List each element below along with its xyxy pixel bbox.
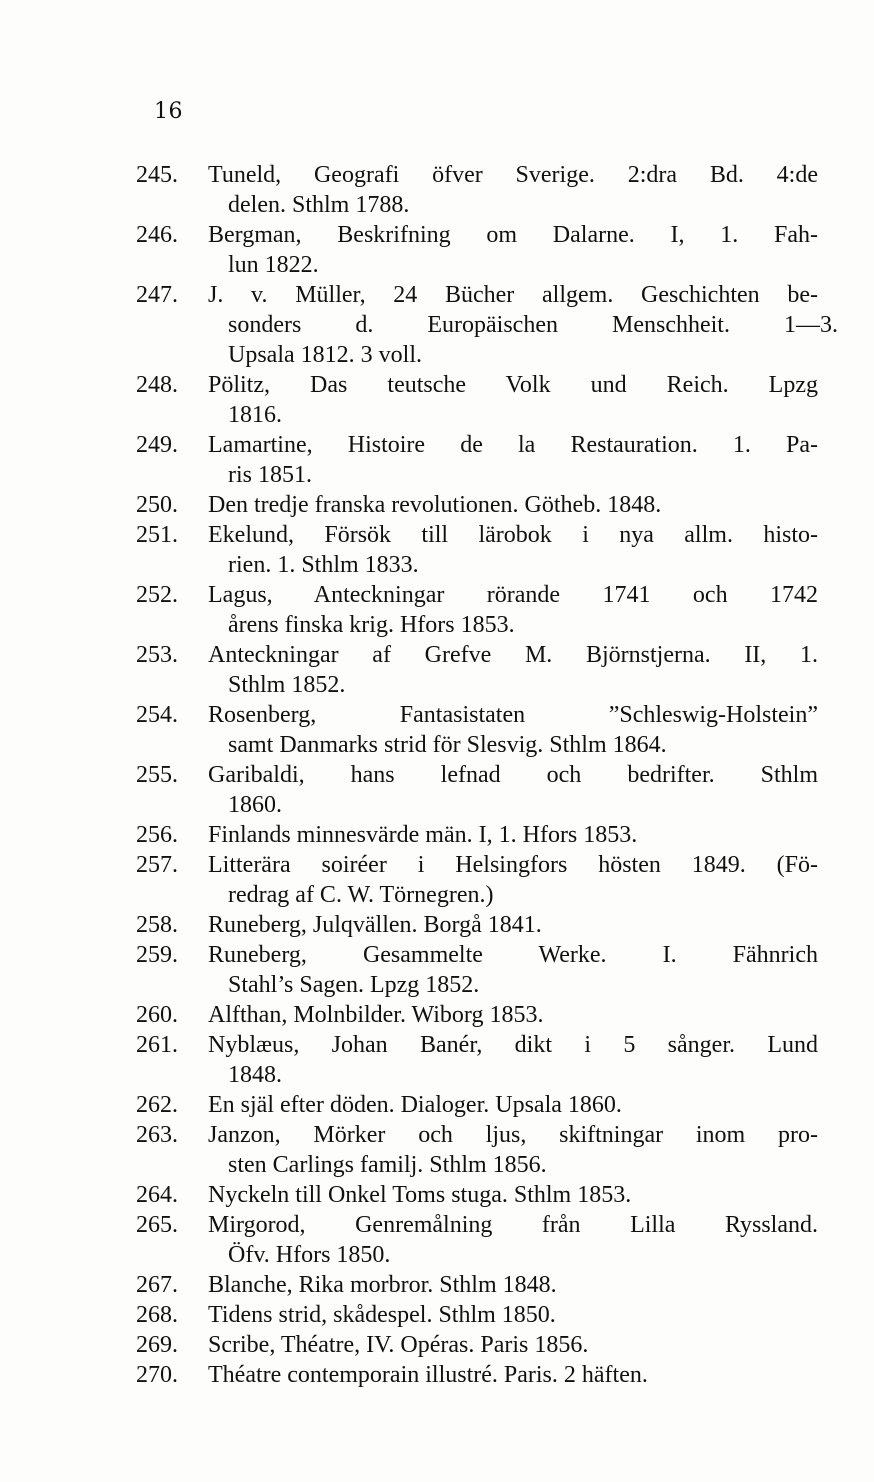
entry-text — [208, 850, 818, 910]
catalogue-entry — [0, 580, 874, 640]
entry-line: Janzon, Mörker och ljus, skiftningar inom pro- — [208, 1122, 818, 1148]
entry-number: 267. — [136, 1272, 178, 1298]
catalogue-entry — [0, 820, 874, 850]
entry-text — [208, 1000, 818, 1030]
catalogue-entry — [0, 1090, 874, 1120]
entry-line: Blanche, Rika morbror. Sthlm 1848. — [208, 1272, 557, 1298]
catalogue-entry — [0, 1030, 874, 1090]
entry-line: 1848. — [228, 1062, 282, 1088]
entry-line: Nyblæus, Johan Banér, dikt i 5 sånger. Lund — [208, 1032, 818, 1058]
entry-line: Litterära soiréer i Helsingfors hösten 1849. (Fö- — [208, 852, 818, 878]
entry-number: 265. — [136, 1212, 178, 1238]
entry-text — [208, 160, 818, 220]
catalogue-entry — [0, 1330, 874, 1360]
entry-line: årens finska krig. Hfors 1853. — [228, 612, 515, 638]
entry-line: sten Carlings familj. Sthlm 1856. — [228, 1152, 547, 1178]
catalogue-entry — [0, 220, 874, 280]
entry-line: ris 1851. — [228, 462, 312, 488]
entry-number: 260. — [136, 1002, 178, 1028]
entry-line: Stahl’s Sagen. Lpzg 1852. — [228, 972, 480, 998]
entry-text — [208, 280, 838, 370]
entry-line: lun 1822. — [228, 252, 319, 278]
entry-line: Upsala 1812. 3 voll. — [228, 342, 422, 368]
entry-line: redrag af C. W. Törnegren.) — [228, 882, 494, 908]
entry-number: 253. — [136, 642, 178, 668]
entry-line: 1816. — [228, 402, 282, 428]
entry-line: J. v. Müller, 24 Bücher allgem. Geschichten be- — [208, 282, 818, 308]
entry-line: rien. 1. Sthlm 1833. — [228, 552, 419, 578]
entry-line: Lamartine, Histoire de la Restauration. 1. Pa- — [208, 432, 818, 458]
catalogue-entry — [0, 160, 874, 220]
catalogue-entry — [0, 490, 874, 520]
catalogue-entry — [0, 430, 874, 490]
entry-text — [208, 940, 818, 1000]
entry-text — [208, 700, 818, 760]
entry-number: 245. — [136, 162, 178, 188]
catalogue-entry — [0, 520, 874, 580]
entry-number: 258. — [136, 912, 178, 938]
entry-number: 249. — [136, 432, 178, 458]
entry-line: Alfthan, Molnbilder. Wiborg 1853. — [208, 1002, 544, 1028]
entry-line: Garibaldi, hans lefnad och bedrifter. Sthlm — [208, 762, 818, 788]
entry-number: 262. — [136, 1092, 178, 1118]
entry-number: 255. — [136, 762, 178, 788]
entry-text — [208, 490, 818, 520]
entry-text — [208, 1210, 818, 1270]
entry-line: Runeberg, Gesammelte Werke. I. Fähnrich — [208, 942, 818, 968]
entry-line: Finlands minnesvärde män. I, 1. Hfors 1853. — [208, 822, 638, 848]
entry-text — [208, 430, 818, 490]
entry-text — [208, 1270, 818, 1300]
entry-number: 263. — [136, 1122, 178, 1148]
entry-line: sonders d. Europäischen Menschheit. 1—3. — [228, 312, 838, 338]
entry-number: 252. — [136, 582, 178, 608]
entry-line: delen. Sthlm 1788. — [228, 192, 410, 218]
catalogue-entry — [0, 1120, 874, 1180]
catalogue-entry — [0, 640, 874, 700]
catalogue-entry — [0, 850, 874, 910]
entry-number: 259. — [136, 942, 178, 968]
entry-line: Théatre contemporain illustré. Paris. 2 häften. — [208, 1362, 648, 1388]
entry-text — [208, 220, 818, 280]
entry-line: Pölitz, Das teutsche Volk und Reich. Lpzg — [208, 372, 818, 398]
entry-number: 270. — [136, 1362, 178, 1388]
entry-text — [208, 580, 818, 640]
catalogue-entry — [0, 1300, 874, 1330]
entry-line: Öfv. Hfors 1850. — [228, 1242, 391, 1268]
entry-number: 269. — [136, 1332, 178, 1358]
entry-line: 1860. — [228, 792, 282, 818]
entry-text — [208, 370, 818, 430]
entry-text — [208, 1360, 818, 1390]
entry-number: 251. — [136, 522, 178, 548]
entry-number: 248. — [136, 372, 178, 398]
entry-line: Runeberg, Julqvällen. Borgå 1841. — [208, 912, 542, 938]
entry-line: Rosenberg, Fantasistaten ”Schleswig-Holstein” — [208, 702, 818, 728]
catalogue-entry — [0, 370, 874, 430]
catalogue-entry — [0, 280, 874, 370]
entry-line: Scribe, Théatre, IV. Opéras. Paris 1856. — [208, 1332, 589, 1358]
entry-text — [208, 1120, 818, 1180]
catalogue-entry — [0, 940, 874, 1000]
catalogue-entry — [0, 1360, 874, 1390]
entry-line: Anteckningar af Grefve M. Björnstjerna. II, 1. — [208, 642, 818, 668]
entry-line: Sthlm 1852. — [228, 672, 346, 698]
entry-line: Bergman, Beskrifning om Dalarne. I, 1. Fah- — [208, 222, 818, 248]
catalogue-entry — [0, 910, 874, 940]
entry-number: 250. — [136, 492, 178, 518]
entry-line: Ekelund, Försök till lärobok i nya allm. histo- — [208, 522, 818, 548]
entry-number: 268. — [136, 1302, 178, 1328]
entry-line: Tidens strid, skådespel. Sthlm 1850. — [208, 1302, 556, 1328]
entry-text — [208, 1030, 818, 1090]
entry-text — [208, 760, 818, 820]
entry-line: Tuneld, Geografi öfver Sverige. 2:dra Bd. 4:de — [208, 162, 818, 188]
entry-line: En själ efter döden. Dialoger. Upsala 1860. — [208, 1092, 622, 1118]
catalogue-entry — [0, 1270, 874, 1300]
entry-number: 264. — [136, 1182, 178, 1208]
entry-text — [208, 910, 818, 940]
entry-text — [208, 1180, 818, 1210]
catalogue-entry — [0, 760, 874, 820]
entry-number: 246. — [136, 222, 178, 248]
entry-number: 254. — [136, 702, 178, 728]
entry-line: Nyckeln till Onkel Toms stuga. Sthlm 1853. — [208, 1182, 632, 1208]
entry-text — [208, 1300, 818, 1330]
catalogue-entry — [0, 1210, 874, 1270]
entry-number: 261. — [136, 1032, 178, 1058]
entry-text — [208, 520, 818, 580]
catalogue-entry-list — [0, 160, 874, 1390]
catalogue-entry — [0, 700, 874, 760]
entry-text — [208, 820, 818, 850]
entry-text — [208, 640, 818, 700]
entry-line: samt Danmarks strid för Slesvig. Sthlm 1864. — [228, 732, 667, 758]
entry-text — [208, 1330, 818, 1360]
entry-text — [208, 1090, 818, 1120]
catalogue-entry — [0, 1000, 874, 1030]
entry-line: Lagus, Anteckningar rörande 1741 och 1742 — [208, 582, 818, 608]
entry-line: Den tredje franska revolutionen. Götheb. 1848. — [208, 492, 662, 518]
catalogue-entry — [0, 1180, 874, 1210]
entry-line: Mirgorod, Genremålning från Lilla Ryssland. — [208, 1212, 818, 1238]
entry-number: 256. — [136, 822, 178, 848]
entry-number: 257. — [136, 852, 178, 878]
page-number: 16 — [154, 99, 183, 124]
entry-number: 247. — [136, 282, 178, 308]
